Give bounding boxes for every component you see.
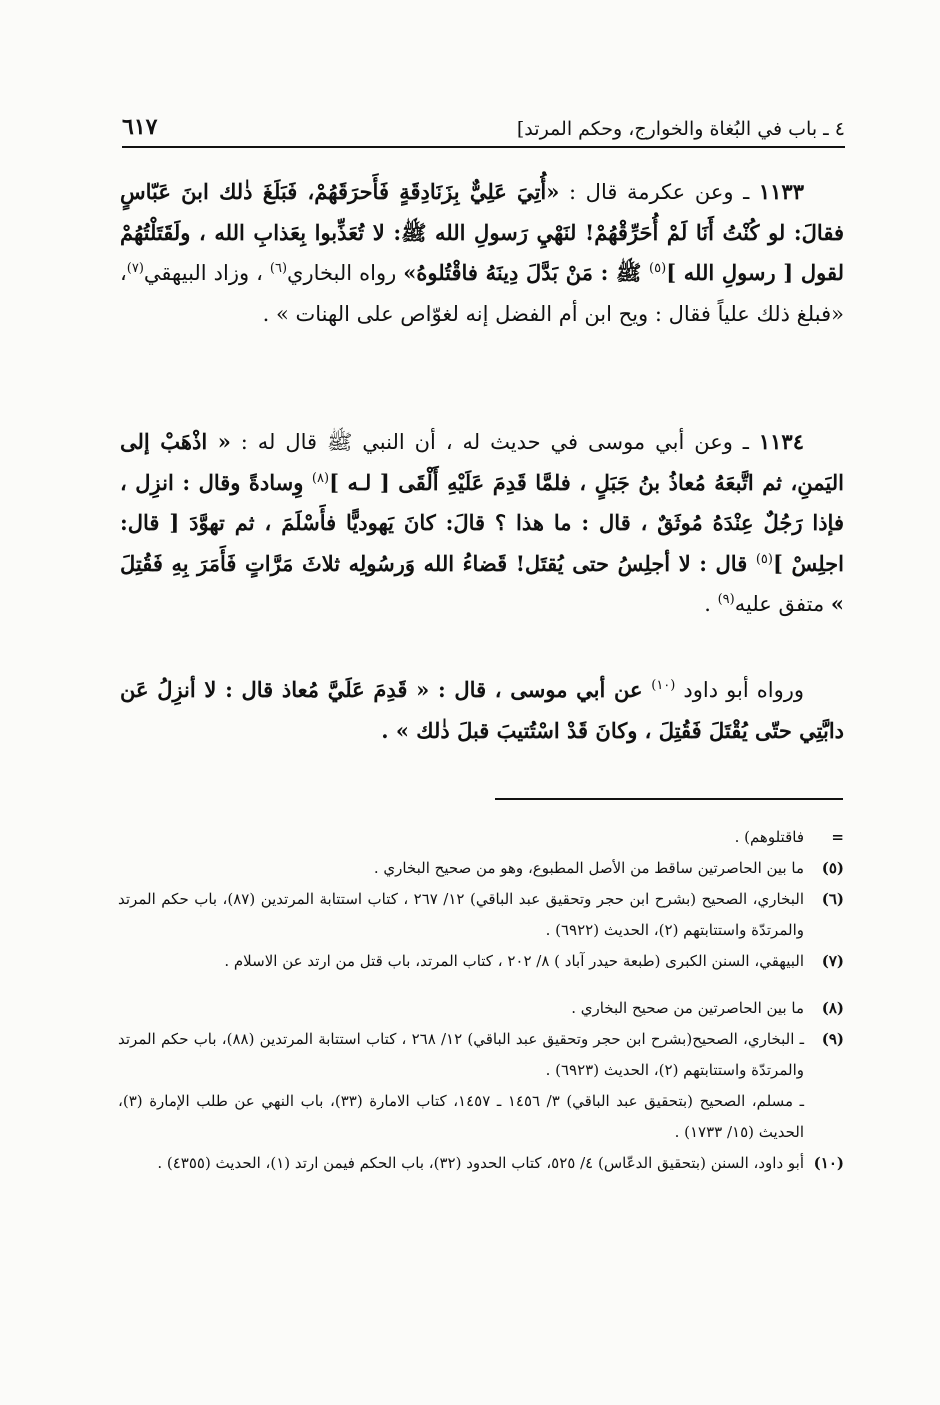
- footnote-ref[interactable]: (٧): [126, 261, 144, 276]
- footnote-number: =: [831, 828, 844, 846]
- footnote-text: ما بين الحاصرتين من صحيح البخاري .: [571, 999, 804, 1017]
- footnote-text: أبو داود، السنن (بتحقيق الدعّاس) ٤/ ٥٢٥، كتاب الحدود (٣٢)، باب الحكم فيمن ارتد (١)، الحديث (٤٣٥٥) .: [157, 1154, 804, 1172]
- footnote: [118, 853, 844, 884]
- footnote: [118, 1148, 844, 1179]
- footnote-number: (٥): [821, 859, 844, 877]
- footnote-number: (٩): [821, 1030, 844, 1048]
- footnote-ref[interactable]: (٥): [755, 551, 773, 567]
- footnote-number: (٨): [821, 999, 844, 1017]
- hadith-quote: ﷺ : مَنْ بَدَّلَ دِينَهُ فاقْتُلوهُ»: [403, 260, 650, 285]
- footnote-ref[interactable]: (٨): [311, 470, 330, 486]
- footnote-ref[interactable]: (١٠): [651, 678, 676, 693]
- hadith-1133: [120, 172, 844, 334]
- footnote-text: ما بين الحاصرتين ساقط من الأصل المطبوع، وهو من صحيح البخاري .: [373, 859, 804, 877]
- footnote-ref[interactable]: (٩): [717, 592, 735, 607]
- footnotes: [118, 822, 844, 1179]
- hadith-quote: وِسادةً وقال : انزِل ، فإذا رَجُلٌ عِنْدَهُ مُوثَقٌ ، قال : ما هذا ؟ قالَ: كانَ يَهوديًّا فأَسْلَمَ ، ثم تهوَّدَ [ قال: اجلِسْ ]: [120, 469, 844, 576]
- text-run: ، وزاد البيهقي: [143, 261, 270, 285]
- footnote-text: ـ مسلم، الصحيح (بتحقيق عبد الباقي) ٣/ ١٤٥٦ ـ ١٤٥٧، كتاب الامارة (٣٣)، باب النهي عن طلب الإمارة (٣)، الحديث (١٥/ ١٧٣٣) .: [118, 1092, 804, 1141]
- hadith-1134: [120, 422, 844, 625]
- footnote: [118, 946, 844, 977]
- hadith-quote: «أُتِيَ عَلِيٌّ بِزَنَادِقَةٍ فَأَحرَقَهُمْ، فَبَلَغَ ذٰلك ابنَ عَبّاسٍ فقالَ: لو كُنْتُ أَنَا لَمْ أُحَرِّقْهُمْ! لنَهْيِ رَسولِ الله ﷺ: لا تُعَذِّبوا بِعَذابِ الله ، ولَقَتَلْتُهُمْ لقول [ رسولِ الله ]: [120, 179, 844, 285]
- hadith-quote: عن أبي موسى ، قال : « قَدِمَ عَلَيَّ مُعاذ قال : لا أنزِلُ عَن دابَّتِي حتّى يُقْتَلَ فَقُتِلَ ، وكانَ قَدْ اسْتُتيبَ قبلَ ذٰلك » .: [120, 677, 844, 743]
- footnote-ref[interactable]: (٦): [269, 261, 288, 276]
- footnote-number: (٧): [821, 952, 844, 970]
- text-run: .: [704, 592, 718, 616]
- footnote-text: فاقتلوهم) .: [734, 828, 804, 846]
- footnote-ref[interactable]: (٥): [649, 261, 667, 276]
- page-number: ٦١٧: [122, 114, 158, 140]
- hadith-quote: « اذْهَبْ إلى اليَمنِ، ثم اتَّبعَهُ مُعاذُ بنُ جَبَلٍ ، فلمَّا قَدِمَ عَلَيْهِ أَلْقَى [ لـه ]: [120, 429, 845, 495]
- hadith-number: ١١٣٤: [758, 429, 804, 454]
- text-run: ـ وعن أبي موسى في حديث له ، أن النبي ﷺ قال له :: [230, 430, 759, 454]
- text-run: ـ وعن عكرمة قال :: [559, 180, 759, 204]
- footnote: [118, 822, 844, 853]
- text-run: ، «فبلغ ذلك علياً فقال : ويح ابن أم الفضل إنه لغوّاص على الهنات » .: [120, 261, 844, 326]
- paragraph: [120, 172, 844, 334]
- paragraph: [120, 422, 844, 625]
- footnote-text: البيهقي، السنن الكبرى (طبعة حيدر آباد ) ٨/ ٢٠٢ ، كتاب المرتد، باب قتل من ارتد عن الاسلام .: [224, 952, 804, 970]
- chapter-title: ٤ ـ باب في البُغاة والخوارج، وحكم المرتد]: [516, 118, 845, 140]
- abu-dawud-narration: [120, 670, 844, 751]
- hadith-quote: قال : لا أجلِسُ حتى يُقتَل! قَضاءُ الله وَرسُولِه ثلاثَ مَرَّاتٍ فَأَمَرَ بِهِ فَقُتِلَ »: [120, 550, 844, 616]
- footnote: [118, 993, 844, 1024]
- running-header: [122, 102, 845, 148]
- paragraph: [120, 670, 844, 751]
- footnote-number: (٦): [821, 890, 844, 908]
- footnote-separator: [495, 798, 843, 800]
- footnote-text: البخاري، الصحيح (بشرح ابن حجر وتحقيق عبد الباقي) ١٢/ ٢٦٧ ، كتاب استتابة المرتدين (٨٧)، باب حكم المرتد والمرتدّة واستتابتهم (٢)، الحديث (٦٩٢٢) .: [118, 890, 805, 939]
- hadith-number: ١١٣٣: [758, 179, 804, 204]
- text-run: رواه البخاري: [287, 261, 404, 285]
- text-run: متفق عليه: [734, 592, 831, 616]
- footnote-text: ـ البخاري، الصحيح(بشرح ابن حجر وتحقيق عبد الباقي) ١٢/ ٢٦٨ ، كتاب استتابة المرتدين (٨٨)، باب حكم المرتد والمرتدّة واستتابتهم (٢)، الحديث (٦٩٢٣) .: [118, 1030, 804, 1079]
- footnote: [118, 1024, 844, 1086]
- footnote-number: (١٠): [813, 1154, 844, 1172]
- footnote-number: [804, 1086, 844, 1148]
- text-run: ورواه أبو داود: [675, 678, 804, 702]
- footnote: [118, 884, 844, 946]
- footnote: [118, 1086, 844, 1148]
